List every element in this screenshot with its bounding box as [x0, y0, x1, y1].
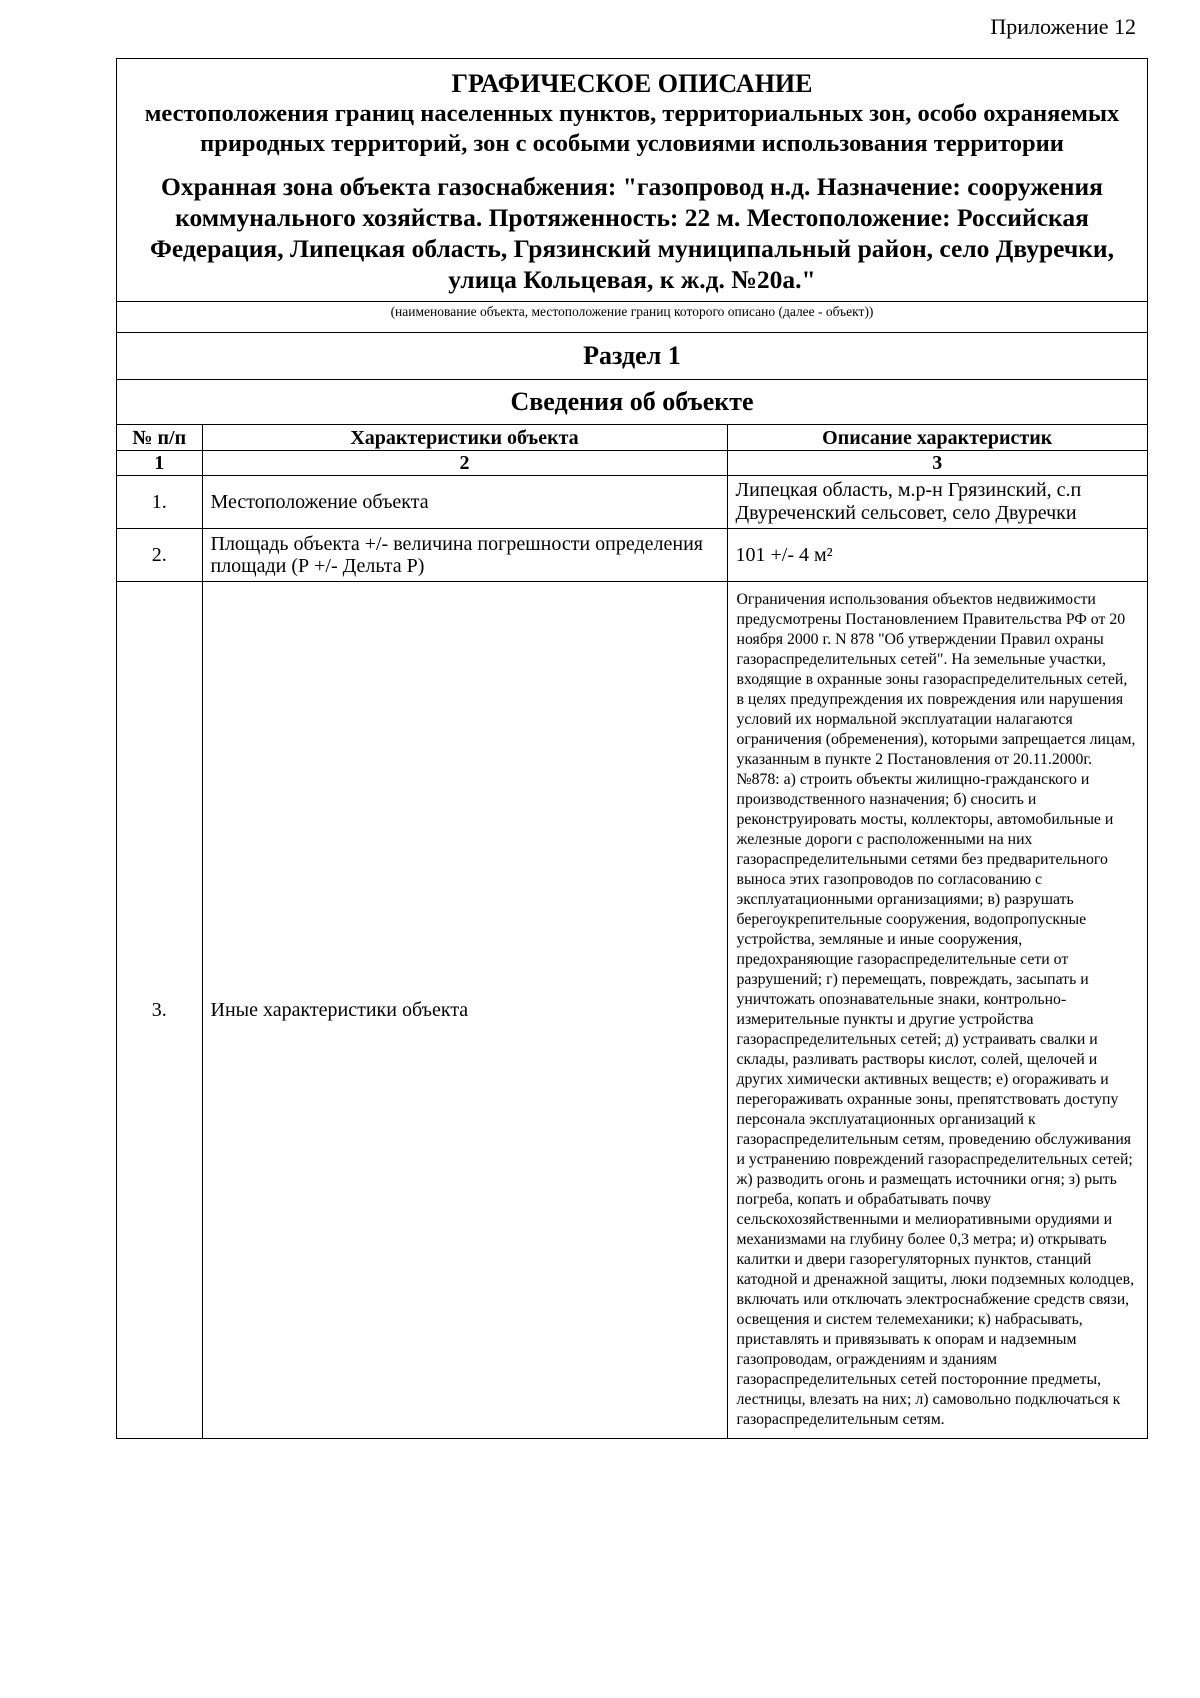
section-title: Раздел 1	[117, 332, 1147, 379]
row-number: 3.	[117, 582, 202, 1439]
document-title: ГРАФИЧЕСКОЕ ОПИСАНИЕ	[451, 69, 813, 98]
row-characteristic: Площадь объекта +/- величина погрешности определения площади (Р +/- Дельта Р)	[202, 529, 727, 582]
column-number: 2	[202, 451, 727, 476]
table-row	[117, 476, 1147, 529]
column-number: 1	[117, 451, 202, 476]
document-subtitle: местоположения границ населенных пунктов, территориальных зон, особо охраняемых природных территорий, зон с особыми условиями использования территории	[144, 100, 1120, 157]
characteristics-table	[117, 424, 1147, 1438]
document-frame	[116, 58, 1148, 1439]
header-characteristic: Характеристики объекта	[202, 425, 727, 451]
column-numbers-row	[117, 451, 1147, 476]
appendix-label: Приложение 12	[990, 14, 1136, 39]
header-num: № п/п	[117, 425, 202, 451]
row-description: Липецкая область, м.р-н Грязинский, с.п Двуреченский сельсовет, село Двуречки	[727, 476, 1147, 529]
header-description: Описание характеристик	[727, 425, 1147, 451]
column-number: 3	[727, 451, 1147, 476]
row-description: 101 +/- 4 м²	[727, 529, 1147, 582]
table-row	[117, 529, 1147, 582]
row-number: 1.	[117, 476, 202, 529]
object-caption: (наименование объекта, местоположение границ которого описано (далее - объект))	[117, 301, 1147, 332]
table-row	[117, 582, 1147, 1439]
info-title: Сведения об объекте	[117, 379, 1147, 424]
row-characteristic: Местоположение объекта	[202, 476, 727, 529]
row-description: Ограничения использования объектов недвижимости предусмотрены Постановлением Правительства РФ от 20 ноября 2000 г. N 878 "Об утверждении Правил охраны газораспределительных сетей". На земельные участки, входящие в охранные зоны газораспределительных сетей, в целях предупреждения их повреждения или нарушения условий их нормальной эксплуатации налагаются ограничения (обременения), которыми запрещается лицам, указанным в пункте 2 Постановления от 20.11.2000г. №878: а) строить объекты жилищно-гражданского и производственного назначения; б) сносить и реконструировать мосты, коллекторы, автомобильные и железные дороги с расположенными на них газораспределительными сетями без предварительного выноса этих газопроводов по согласованию с эксплуатационными организациями; в) разрушать берегоукрепительные сооружения, водопропускные устройства, земляные и иные сооружения, предохраняющие газораспределительные сети от разрушений; г) перемещать, повреждать, засыпать и уничтожать опознавательные знаки, контрольно-измерительные пункты и другие устройства газораспределительных сетей; д) устраивать свалки и склады, разливать растворы кислот, солей, щелочей и других химически активных веществ; е) огораживать и перегораживать охранные зоны, препятствовать доступу персонала эксплуатационных организаций к газораспределительным сетям, проведению обслуживания и устранению повреждений газораспределительных сетей; ж) разводить огонь и размещать источники огня; з) рыть погреба, копать и обрабатывать почву сельскохозяйственными и мелиоративными орудиями и механизмами на глубину более 0,3 метра; и) открывать калитки и двери газорегуляторных пунктов, станций катодной и дренажной защиты, люки подземных колодцев, включать или отключать электроснабжение средств связи, освещения и систем телемеханики; к) набрасывать, приставлять и привязывать к опорам и надземным газопроводам, ограждениям и зданиям газораспределительных сетей посторонние предметы, лестницы, влезать на них; л) самовольно подключаться к газораспределительным сетям.	[727, 582, 1147, 1439]
document-header	[117, 59, 1147, 301]
object-name: Охранная зона объекта газоснабжения: "газопровод н.д. Назначение: сооружения коммунального хозяйства. Протяженность: 22 м. Местоположение: Российская Федерация, Липецкая область, Грязинский муниципальный район, село Двуречки, улица Кольцевая, к ж.д. №20а."	[150, 172, 1114, 294]
table-header-row	[117, 425, 1147, 451]
row-characteristic: Иные характеристики объекта	[202, 582, 727, 1439]
row-number: 2.	[117, 529, 202, 582]
